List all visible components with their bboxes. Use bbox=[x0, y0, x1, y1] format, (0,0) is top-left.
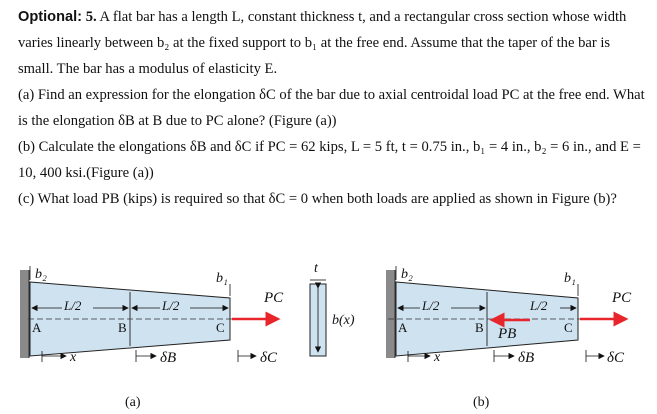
point-a-label: A bbox=[32, 320, 42, 335]
problem-statement bbox=[18, 4, 646, 212]
load-pc-label: PC bbox=[264, 290, 284, 306]
half-length-label-1: L/2 bbox=[64, 298, 82, 313]
problem-part-a: (a) Find an expression for the elongation δC of the bar due to axial centroidal load PC at the free end. What is the elongation δB at B due to PC alone? (Figure (a)) bbox=[18, 87, 645, 129]
point-c-label: C bbox=[216, 320, 225, 335]
point-c-label-b: C bbox=[564, 320, 573, 335]
figure-a bbox=[20, 266, 284, 410]
problem-number: 5. bbox=[85, 9, 97, 25]
point-b-label-b: B bbox=[475, 320, 484, 335]
point-a-label-b: A bbox=[398, 320, 408, 335]
half-length-label-b2: L/2 bbox=[530, 298, 548, 313]
problem-part-c: (c) What load PB (kips) is required so that δC = 0 when both loads are applied as shown in Figure (b)? bbox=[18, 191, 617, 207]
cross-section bbox=[310, 261, 355, 356]
x-label: x bbox=[70, 350, 77, 365]
fixed-support-wall-b bbox=[386, 270, 395, 358]
width-bx-label: b(x) bbox=[332, 313, 355, 328]
half-length-label-b1: L/2 bbox=[422, 298, 440, 313]
fixed-support-wall bbox=[20, 270, 29, 358]
point-b-label: B bbox=[118, 320, 127, 335]
optional-label: Optional: bbox=[18, 9, 83, 25]
width-b2-label: b₂ bbox=[35, 267, 47, 282]
caption-a: (a) bbox=[125, 395, 141, 410]
width-b1-label-b: b₁ bbox=[564, 271, 576, 286]
half-length-label-2: L/2 bbox=[162, 298, 180, 313]
load-pc-label-b: PC bbox=[612, 290, 632, 306]
delta-b-label: δB bbox=[160, 350, 177, 366]
x-label-b: x bbox=[434, 350, 441, 365]
width-b2-label-b: b₂ bbox=[401, 267, 413, 282]
figure-b bbox=[386, 266, 632, 410]
load-pb-label: PB bbox=[498, 326, 517, 342]
width-b1-label: b₁ bbox=[216, 271, 228, 286]
caption-b: (b) bbox=[473, 395, 490, 410]
bar-figures bbox=[0, 258, 657, 414]
problem-paragraph-intro bbox=[18, 4, 646, 82]
delta-c-label-b: δC bbox=[607, 350, 624, 366]
intro-text: A flat bar has a length L, constant thickness t, and a rectangular cross section whose width varies linearly between b₂ at the fixed support to b₁ at the free end. Assume that the taper of the bar is small. The bar has a modulus of elasticity E. bbox=[18, 9, 627, 77]
thickness-t-label: t bbox=[314, 261, 318, 276]
problem-part-b: (b) Calculate the elongations δB and δC if PC = 62 kips, L = 5 ft, t = 0.75 in., b₁ = 4 in., b₂ = 6 in., and E = 10, 400 ksi.(Figure (a)) bbox=[18, 139, 641, 181]
delta-c-label: δC bbox=[260, 350, 277, 366]
delta-b-label-b: δB bbox=[518, 350, 535, 366]
